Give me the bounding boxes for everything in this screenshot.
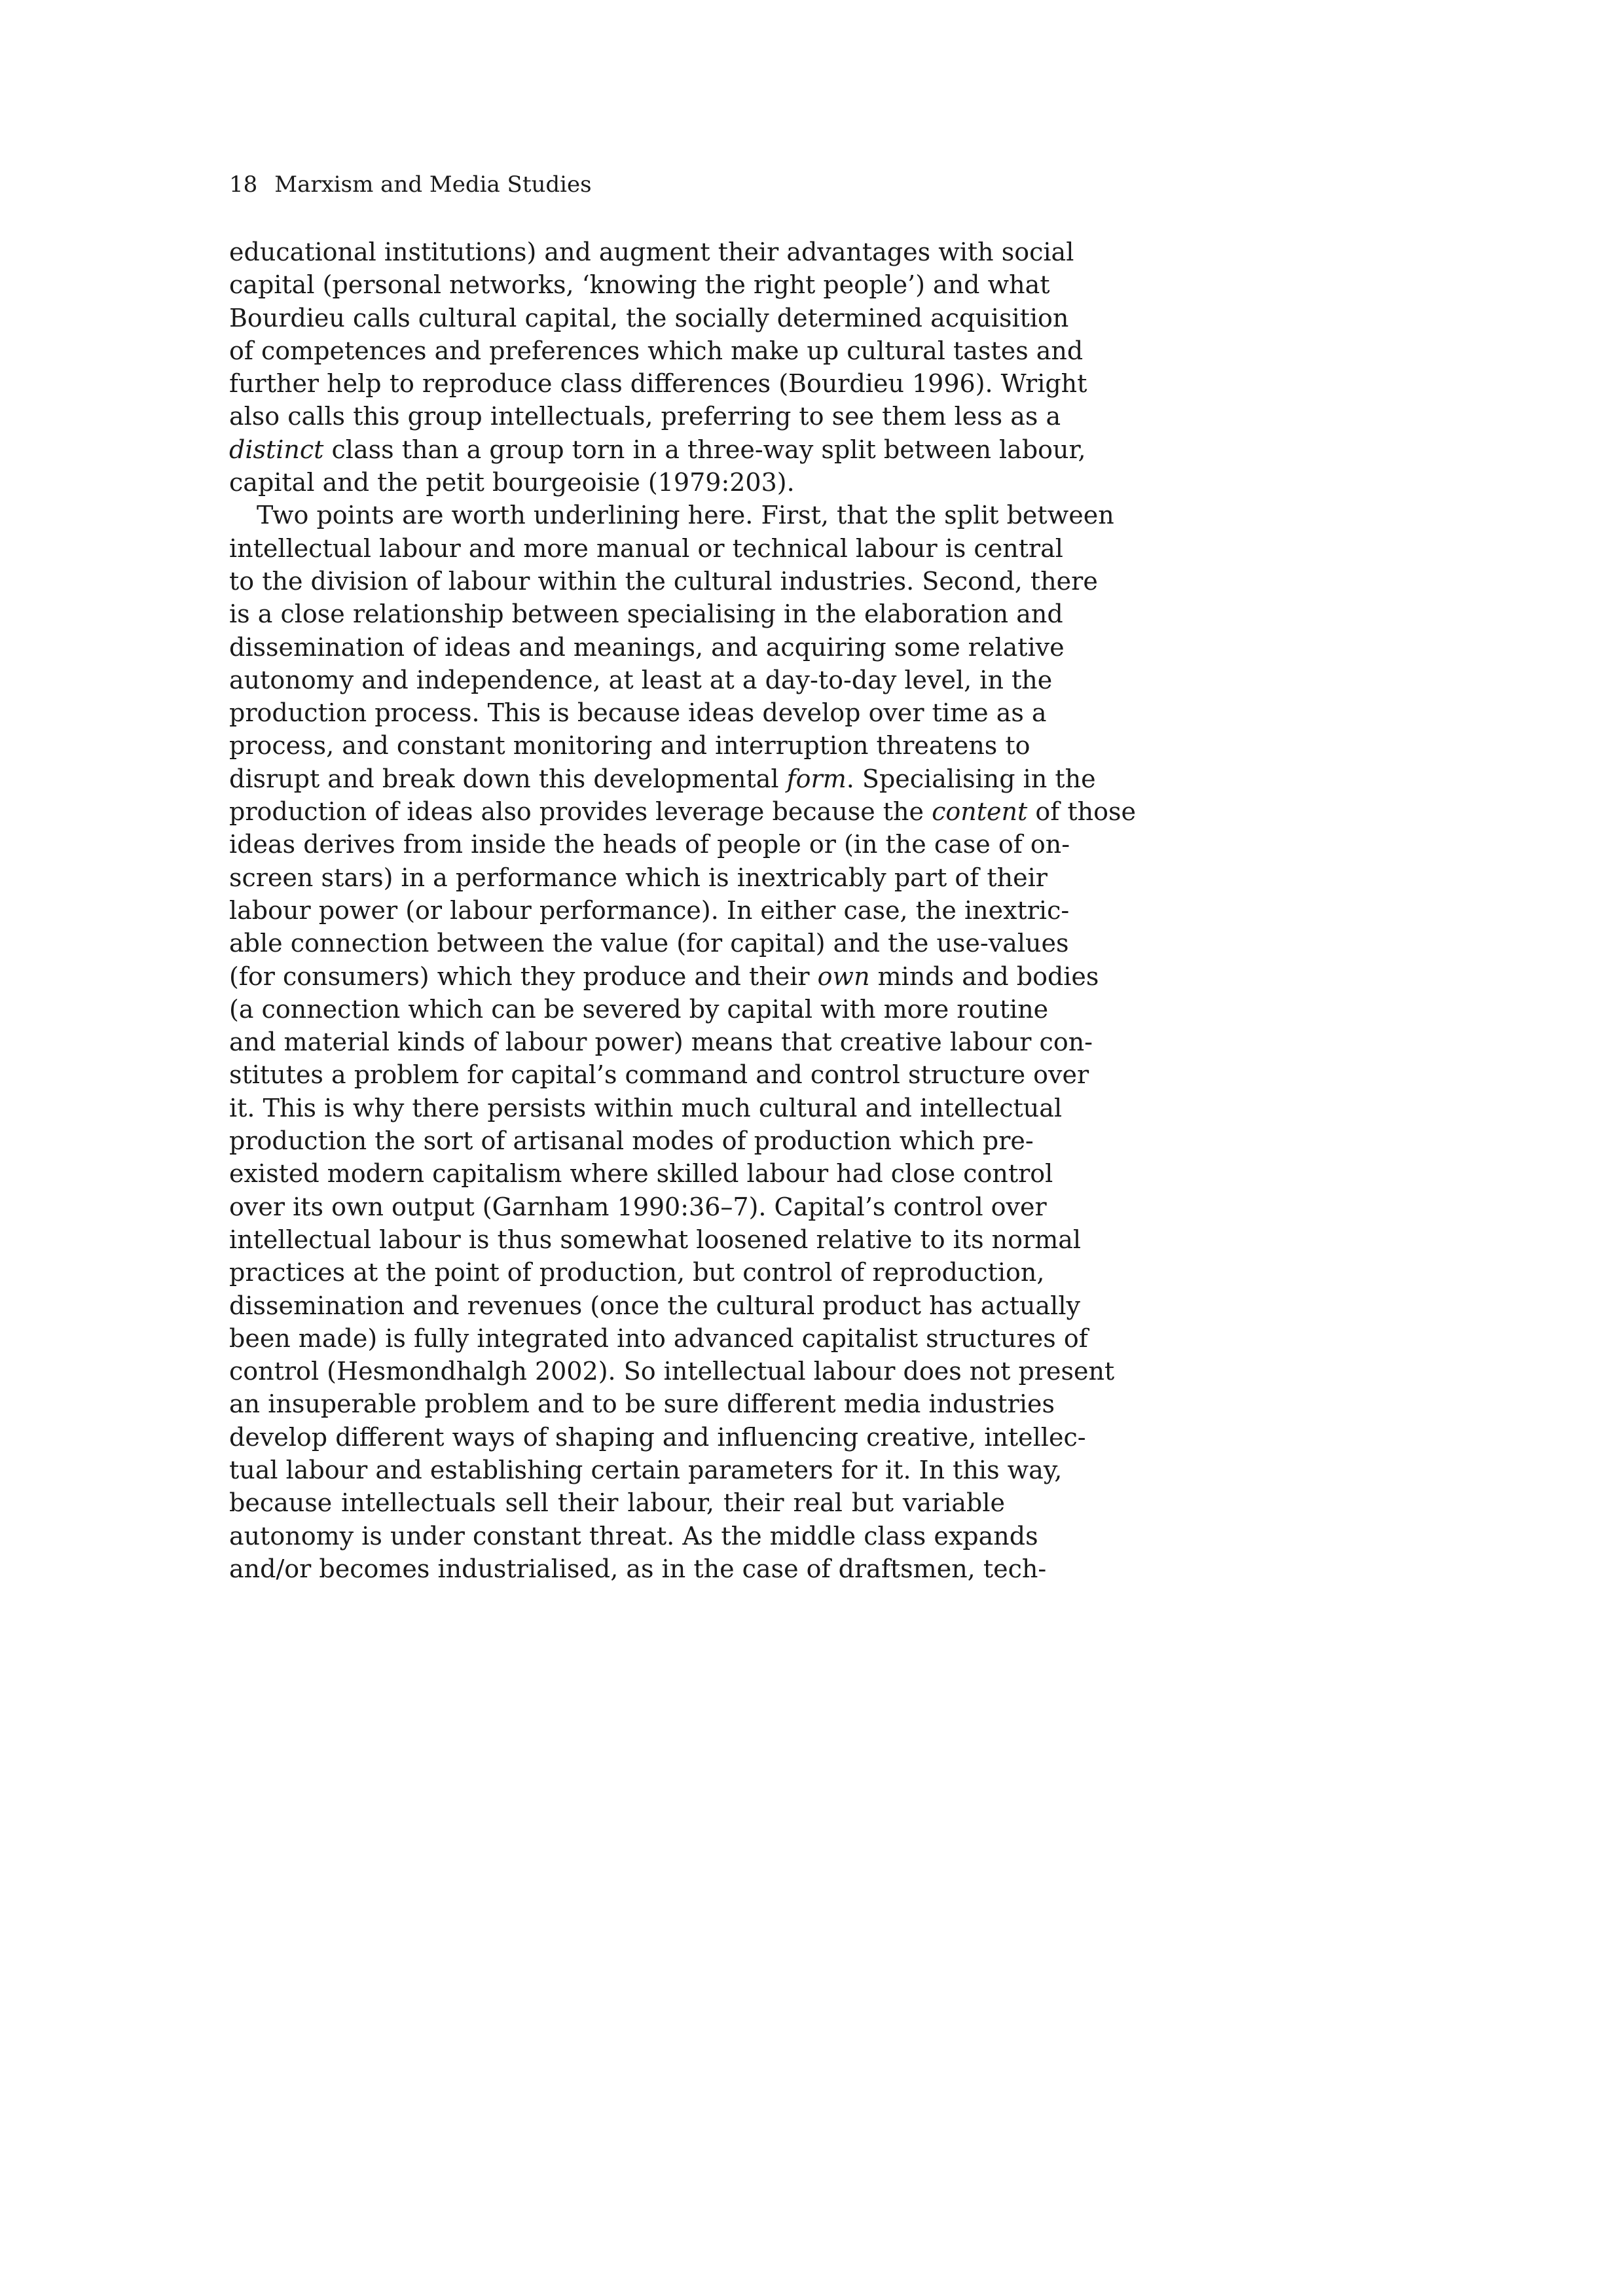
text-line: of competences and preferences which make up cultural tastes and bbox=[229, 336, 1084, 365]
text-run: . Specialising in the bbox=[846, 764, 1096, 793]
paragraph-1 bbox=[229, 236, 1087, 499]
text-line: been made) is fully integrated into advanced capitalist structures of bbox=[229, 1323, 1088, 1353]
italic-text: content bbox=[932, 797, 1028, 827]
italic-text: own bbox=[817, 961, 870, 991]
body-text bbox=[229, 236, 1136, 1585]
text-line: it. This is why there persists within much cultural and intellectual bbox=[229, 1093, 1063, 1122]
text-line: because intellectuals sell their labour, their real but variable bbox=[229, 1488, 1005, 1518]
text-run: class than a group torn in a three-way split between labour, bbox=[323, 435, 1086, 464]
text-line: production the sort of artisanal modes of production which pre- bbox=[229, 1126, 1034, 1156]
text-line bbox=[229, 960, 1099, 993]
text-line: Two points are worth underlining here. First, that the split between bbox=[257, 501, 1114, 530]
text-line: practices at the point of production, but control of reproduction, bbox=[229, 1258, 1045, 1287]
text-line: labour power (or labour performance). In either case, the inextric- bbox=[229, 895, 1070, 925]
text-line: tual labour and establishing certain parameters for it. In this way, bbox=[229, 1455, 1063, 1484]
text-line: Bourdieu calls cultural capital, the socially determined acquisition bbox=[229, 303, 1069, 332]
text-run: of those bbox=[1027, 797, 1136, 827]
text-line: intellectual labour is thus somewhat loosened relative to its normal bbox=[229, 1225, 1082, 1254]
text-line: process, and constant monitoring and interruption threatens to bbox=[229, 731, 1030, 761]
text-line bbox=[229, 762, 1096, 795]
italic-text: form bbox=[786, 764, 847, 793]
text-line: (a connection which can be severed by capital with more routine bbox=[229, 994, 1049, 1024]
text-line: dissemination of ideas and meanings, and acquiring some relative bbox=[229, 632, 1065, 662]
text-line bbox=[229, 433, 1086, 466]
text-line: control (Hesmondhalgh 2002). So intellectual labour does not present bbox=[229, 1357, 1115, 1386]
text-line: educational institutions) and augment their advantages with social bbox=[229, 238, 1074, 266]
running-title: Marxism and Media Studies bbox=[274, 171, 592, 198]
text-line: also calls this group intellectuals, preferring to see them less as a bbox=[229, 402, 1061, 431]
running-head bbox=[229, 170, 592, 199]
text-line: to the division of labour within the cultural industries. Second, there bbox=[229, 566, 1098, 596]
text-run: (for consumers) which they produce and their bbox=[229, 961, 818, 991]
text-line: autonomy and independence, at least at a day-to-day level, in the bbox=[229, 665, 1053, 694]
text-line: existed modern capitalism where skilled labour had close control bbox=[229, 1159, 1053, 1189]
text-line: capital (personal networks, ‘knowing the right people’) and what bbox=[229, 270, 1050, 300]
text-line: over its own output (Garnham 1990:36–7). Capital’s control over bbox=[229, 1192, 1047, 1221]
text-line: intellectual labour and more manual or technical labour is central bbox=[229, 533, 1063, 563]
text-run: disrupt and break down this developmental bbox=[229, 764, 787, 793]
text-line: dissemination and revenues (once the cultural product has actually bbox=[229, 1291, 1080, 1320]
text-line: and material kinds of labour power) means that creative labour con- bbox=[229, 1028, 1093, 1057]
text-run: minds and bodies bbox=[869, 961, 1099, 991]
text-line bbox=[229, 795, 1136, 828]
italic-text: distinct bbox=[229, 435, 324, 464]
text-line: ideas derives from inside the heads of people or (in the case of on- bbox=[229, 830, 1070, 859]
text-line: an insuperable problem and to be sure different media industries bbox=[229, 1390, 1055, 1419]
text-line: is a close relationship between specialising in the elaboration and bbox=[229, 600, 1063, 629]
text-run: production of ideas also provides leverage because the bbox=[229, 797, 932, 827]
page-number: 18 bbox=[229, 171, 258, 198]
text-line: autonomy is under constant threat. As the middle class expands bbox=[229, 1521, 1038, 1551]
paragraph-2 bbox=[229, 499, 1136, 1585]
text-line: screen stars) in a performance which is inextricably part of their bbox=[229, 863, 1048, 892]
text-line: further help to reproduce class differences (Bourdieu 1996). Wright bbox=[229, 369, 1087, 399]
text-line: capital and the petit bourgeoisie (1979:203). bbox=[229, 468, 795, 497]
text-line: stitutes a problem for capital’s command and control structure over bbox=[229, 1060, 1089, 1090]
text-line: production process. This is because ideas develop over time as a bbox=[229, 698, 1047, 728]
text-line: and/or becomes industrialised, as in the case of draftsmen, tech- bbox=[229, 1554, 1047, 1583]
text-line: able connection between the value (for capital) and the use-values bbox=[229, 929, 1069, 958]
text-line: develop different ways of shaping and influencing creative, intellec- bbox=[229, 1422, 1086, 1452]
